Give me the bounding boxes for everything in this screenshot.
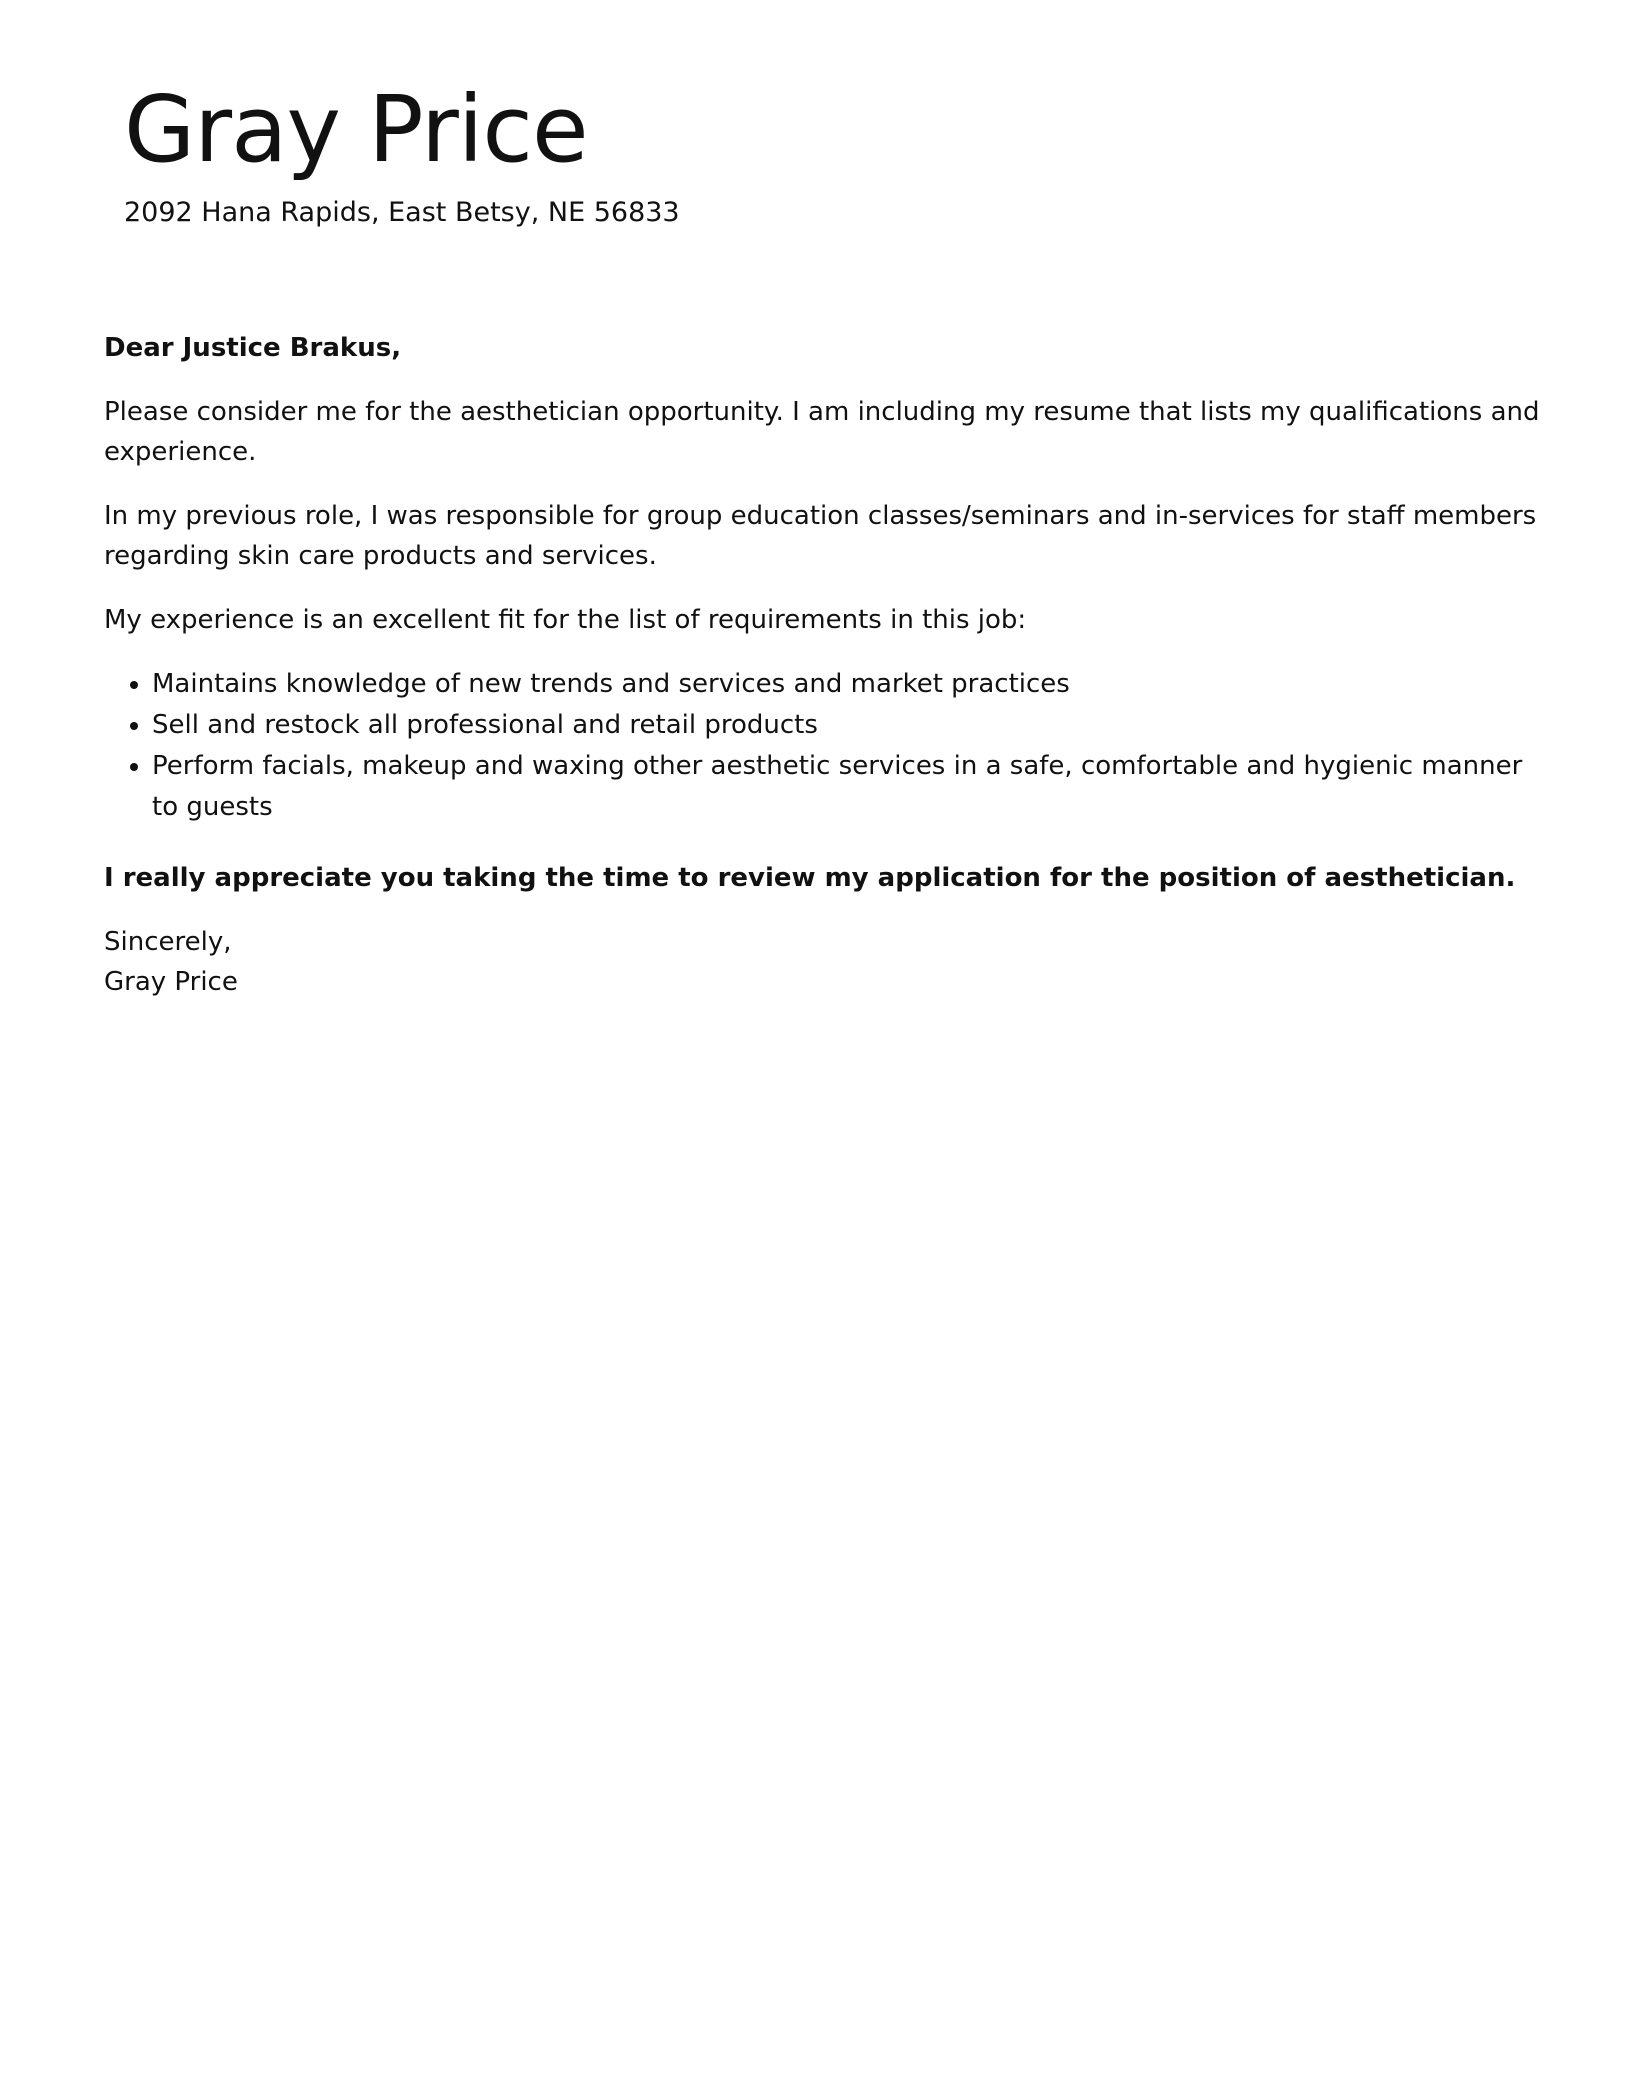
opening-paragraph: Please consider me for the aesthetician opportunity. I am including my resume that lists my qualifications and experience. bbox=[104, 397, 1540, 467]
requirements-list bbox=[104, 664, 1544, 828]
experience-paragraph: In my previous role, I was responsible for group education classes/seminars and in-services for staff members regarding skin care products and services. bbox=[104, 501, 1537, 571]
signoff bbox=[104, 922, 1544, 1002]
valediction: Sincerely, bbox=[104, 927, 232, 957]
salutation: Dear Justice Brakus, bbox=[104, 333, 402, 363]
applicant-address: 2092 Hana Rapids, East Betsy, NE 56833 bbox=[124, 197, 680, 229]
letter-body bbox=[104, 328, 1544, 1002]
requirements-intro: My experience is an excellent fit for the list of requirements in this job: bbox=[104, 605, 1027, 635]
requirement-item: • Sell and restock all professional and retail products bbox=[152, 705, 1544, 746]
requirement-item: • Maintains knowledge of new trends and services and market practices bbox=[152, 664, 1544, 705]
closing-statement: I really appreciate you taking the time to review my application for the position of aesthetician. bbox=[104, 863, 1516, 893]
requirement-item: • Perform facials, makeup and waxing other aesthetic services in a safe, comfortable and hygienic manner to guests bbox=[152, 746, 1544, 828]
letter-header bbox=[124, 78, 680, 230]
applicant-name: Gray Price bbox=[124, 76, 588, 183]
signature-name: Gray Price bbox=[104, 967, 238, 997]
